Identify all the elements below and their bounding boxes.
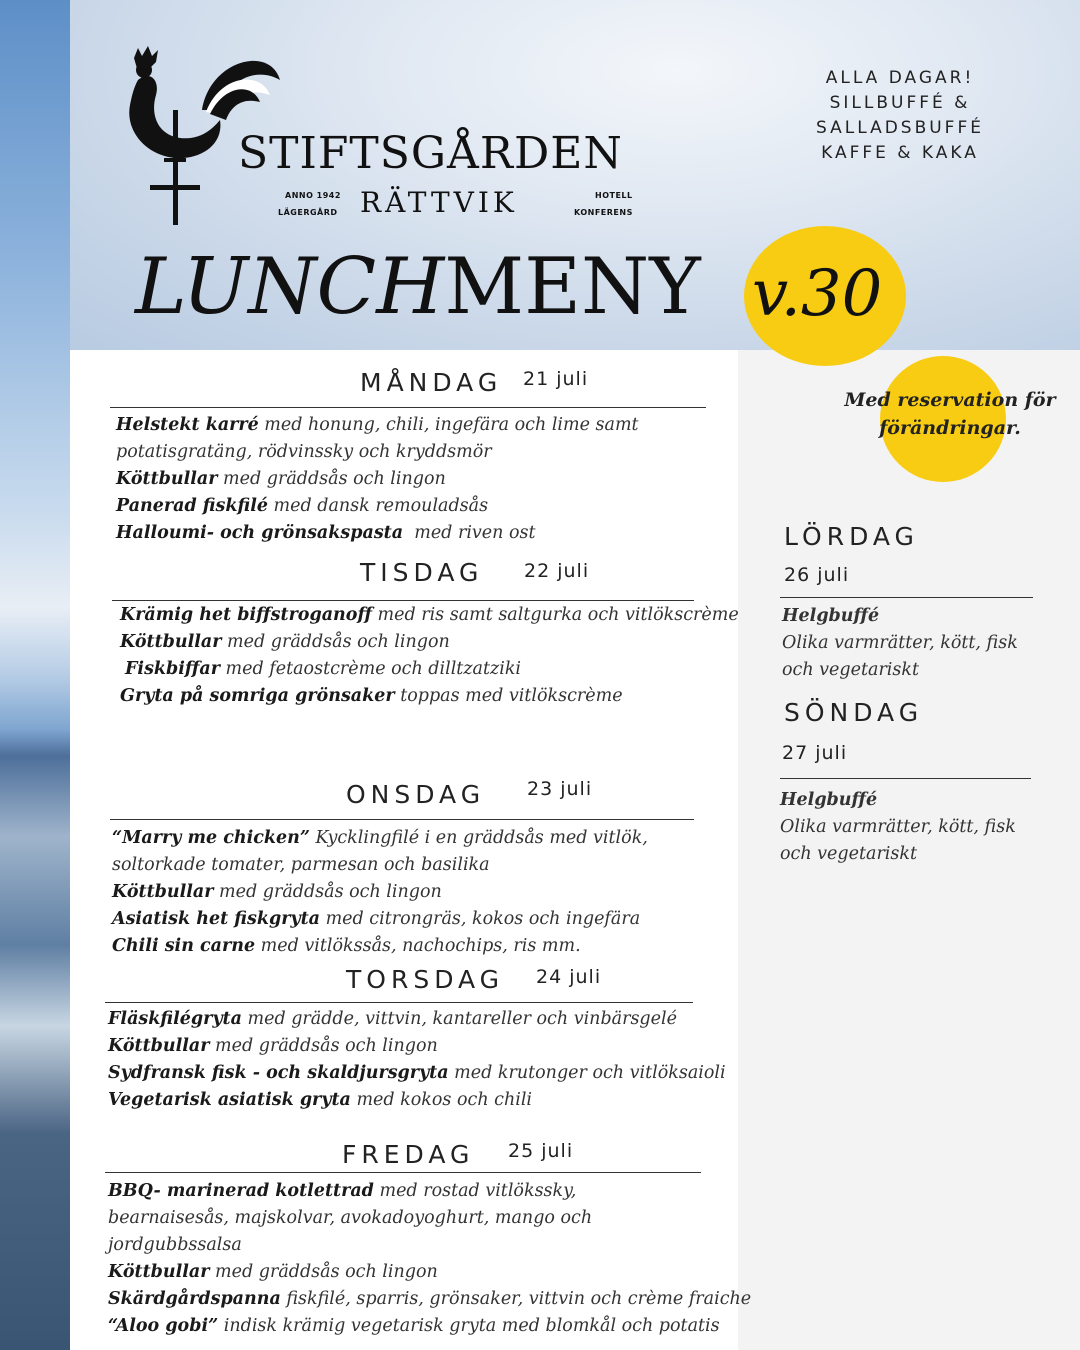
divider [110,819,694,820]
dish-item: Köttbullar med gräddsås och lingon [108,1036,438,1056]
divider [780,778,1031,779]
all-days-line: KAFFE & KAKA [821,143,979,163]
dish-item: Köttbullar med gräddsås och lingon [108,1262,438,1282]
dish-list-friday [108,1178,752,1340]
dish-item: Helstekt karré med honung, chili, ingefära och lime samt potatisgratäng, rödvinssky och kryddsmör [116,415,639,462]
brand-city: RÄTTVIK [360,186,518,219]
day-date-monday: 21 juli [523,368,589,390]
dish-item: Köttbullar med gräddsås och lingon [116,469,446,489]
brand-founded: ANNO 1942 [285,191,341,200]
day-name-saturday: LÖRDAG [784,522,919,551]
brand-lagergard: LÄGERGÅRD [278,208,338,217]
day-date-sunday: 27 juli [782,742,848,764]
dish-list-wednesday [112,825,652,960]
day-date-saturday: 26 juli [784,564,850,586]
brand-name: STIFTSGÅRDEN [238,128,623,179]
dish-item: Skärdgårdspanna fiskfilé, sparris, grönsaker, vittvin och crème fraiche [108,1289,752,1309]
dish-list-thursday [108,1006,728,1114]
dish-item: Asiatisk het fiskgryta med citrongräs, kokos och ingefära [112,909,641,929]
dish-item: Gryta på somriga grönsaker toppas med vitlökscrème [120,686,623,706]
dish-item: Köttbullar med gräddsås och lingon [120,632,450,652]
all-days-line: ALLA DAGAR! [825,68,975,88]
dish-list-monday [116,412,656,547]
day-date-thursday: 24 juli [536,966,602,988]
dish-list-saturday [782,603,1042,684]
divider [110,407,706,408]
all-days-info [800,66,1000,166]
dish-item: “Aloo gobi” indisk krämig vegetarisk gryta med blomkål och potatis [108,1316,720,1336]
dish-list-sunday [780,787,1040,868]
dish-item: BBQ- marinerad kotlettrad med rostad vitlökssky, bearnaisesås, majskolvar, avokadoyoghurt, mango och jordgubbssalsa [108,1181,593,1255]
dish-item: Helgbuffé [782,606,880,626]
day-name-friday: FREDAG [342,1140,475,1169]
dish-item: Halloumi- och grönsakspasta med riven ost [116,523,536,543]
title-regular: MENY [444,242,701,332]
dish-item: Helgbuffé [780,790,878,810]
all-days-line: SILLBUFFÉ & [829,93,971,113]
dish-list-tuesday [120,602,739,710]
dish-item: Köttbullar med gräddsås och lingon [112,882,442,902]
reservation-line: Med reservation för [844,389,1056,411]
day-date-tuesday: 22 juli [524,560,590,582]
brand-conference: KONFERENS [574,208,633,217]
day-date-friday: 25 juli [508,1140,574,1162]
week-number: v.30 [752,257,883,331]
divider [105,1172,701,1173]
dish-item: Sydfransk fisk - och skaldjursgryta med krutonger och vitlöksaioli [108,1063,726,1083]
dish-description: Olika varmrätter, kött, fisk och vegetariskt [782,633,1018,680]
reservation-line: förändringar. [879,417,1021,439]
dish-item: Vegetarisk asiatisk gryta med kokos och chili [108,1090,533,1110]
dish-item: Panerad fiskfilé med dansk remouladsås [116,496,489,516]
dish-item: Chili sin carne med vitlökssås, nachochips, ris mm. [112,936,581,956]
dish-item: Krämig het biffstroganoff med ris samt saltgurka och vitlökscrème [120,605,739,625]
day-name-wednesday: ONSDAG [346,780,486,809]
day-date-wednesday: 23 juli [527,778,593,800]
divider [105,1002,693,1003]
dish-item: Fläskfilégryta med grädde, vittvin, kantareller och vinbärsgelé [108,1009,677,1029]
divider [780,597,1033,598]
reservation-note [840,386,1060,442]
title-italic: LUNCH [135,242,445,332]
lake-photo-strip [0,0,70,1350]
day-name-thursday: TORSDAG [346,965,505,994]
day-name-monday: MÅNDAG [360,368,503,397]
dish-description: Olika varmrätter, kött, fisk och vegetariskt [780,817,1016,864]
day-name-sunday: SÖNDAG [784,698,924,727]
brand-hotel: HOTELL [595,191,633,200]
all-days-line: SALLADSBUFFÉ [816,118,984,138]
page-title [135,242,701,332]
dish-item: Fiskbiffar med fetaostcrème och dilltzatziki [125,659,522,679]
dish-item: “Marry me chicken” Kycklingfilé i en gräddsås med vitlök, soltorkade tomater, parmesan och basilika [112,828,648,875]
day-name-tuesday: TISDAG [360,558,484,587]
divider [112,600,694,601]
